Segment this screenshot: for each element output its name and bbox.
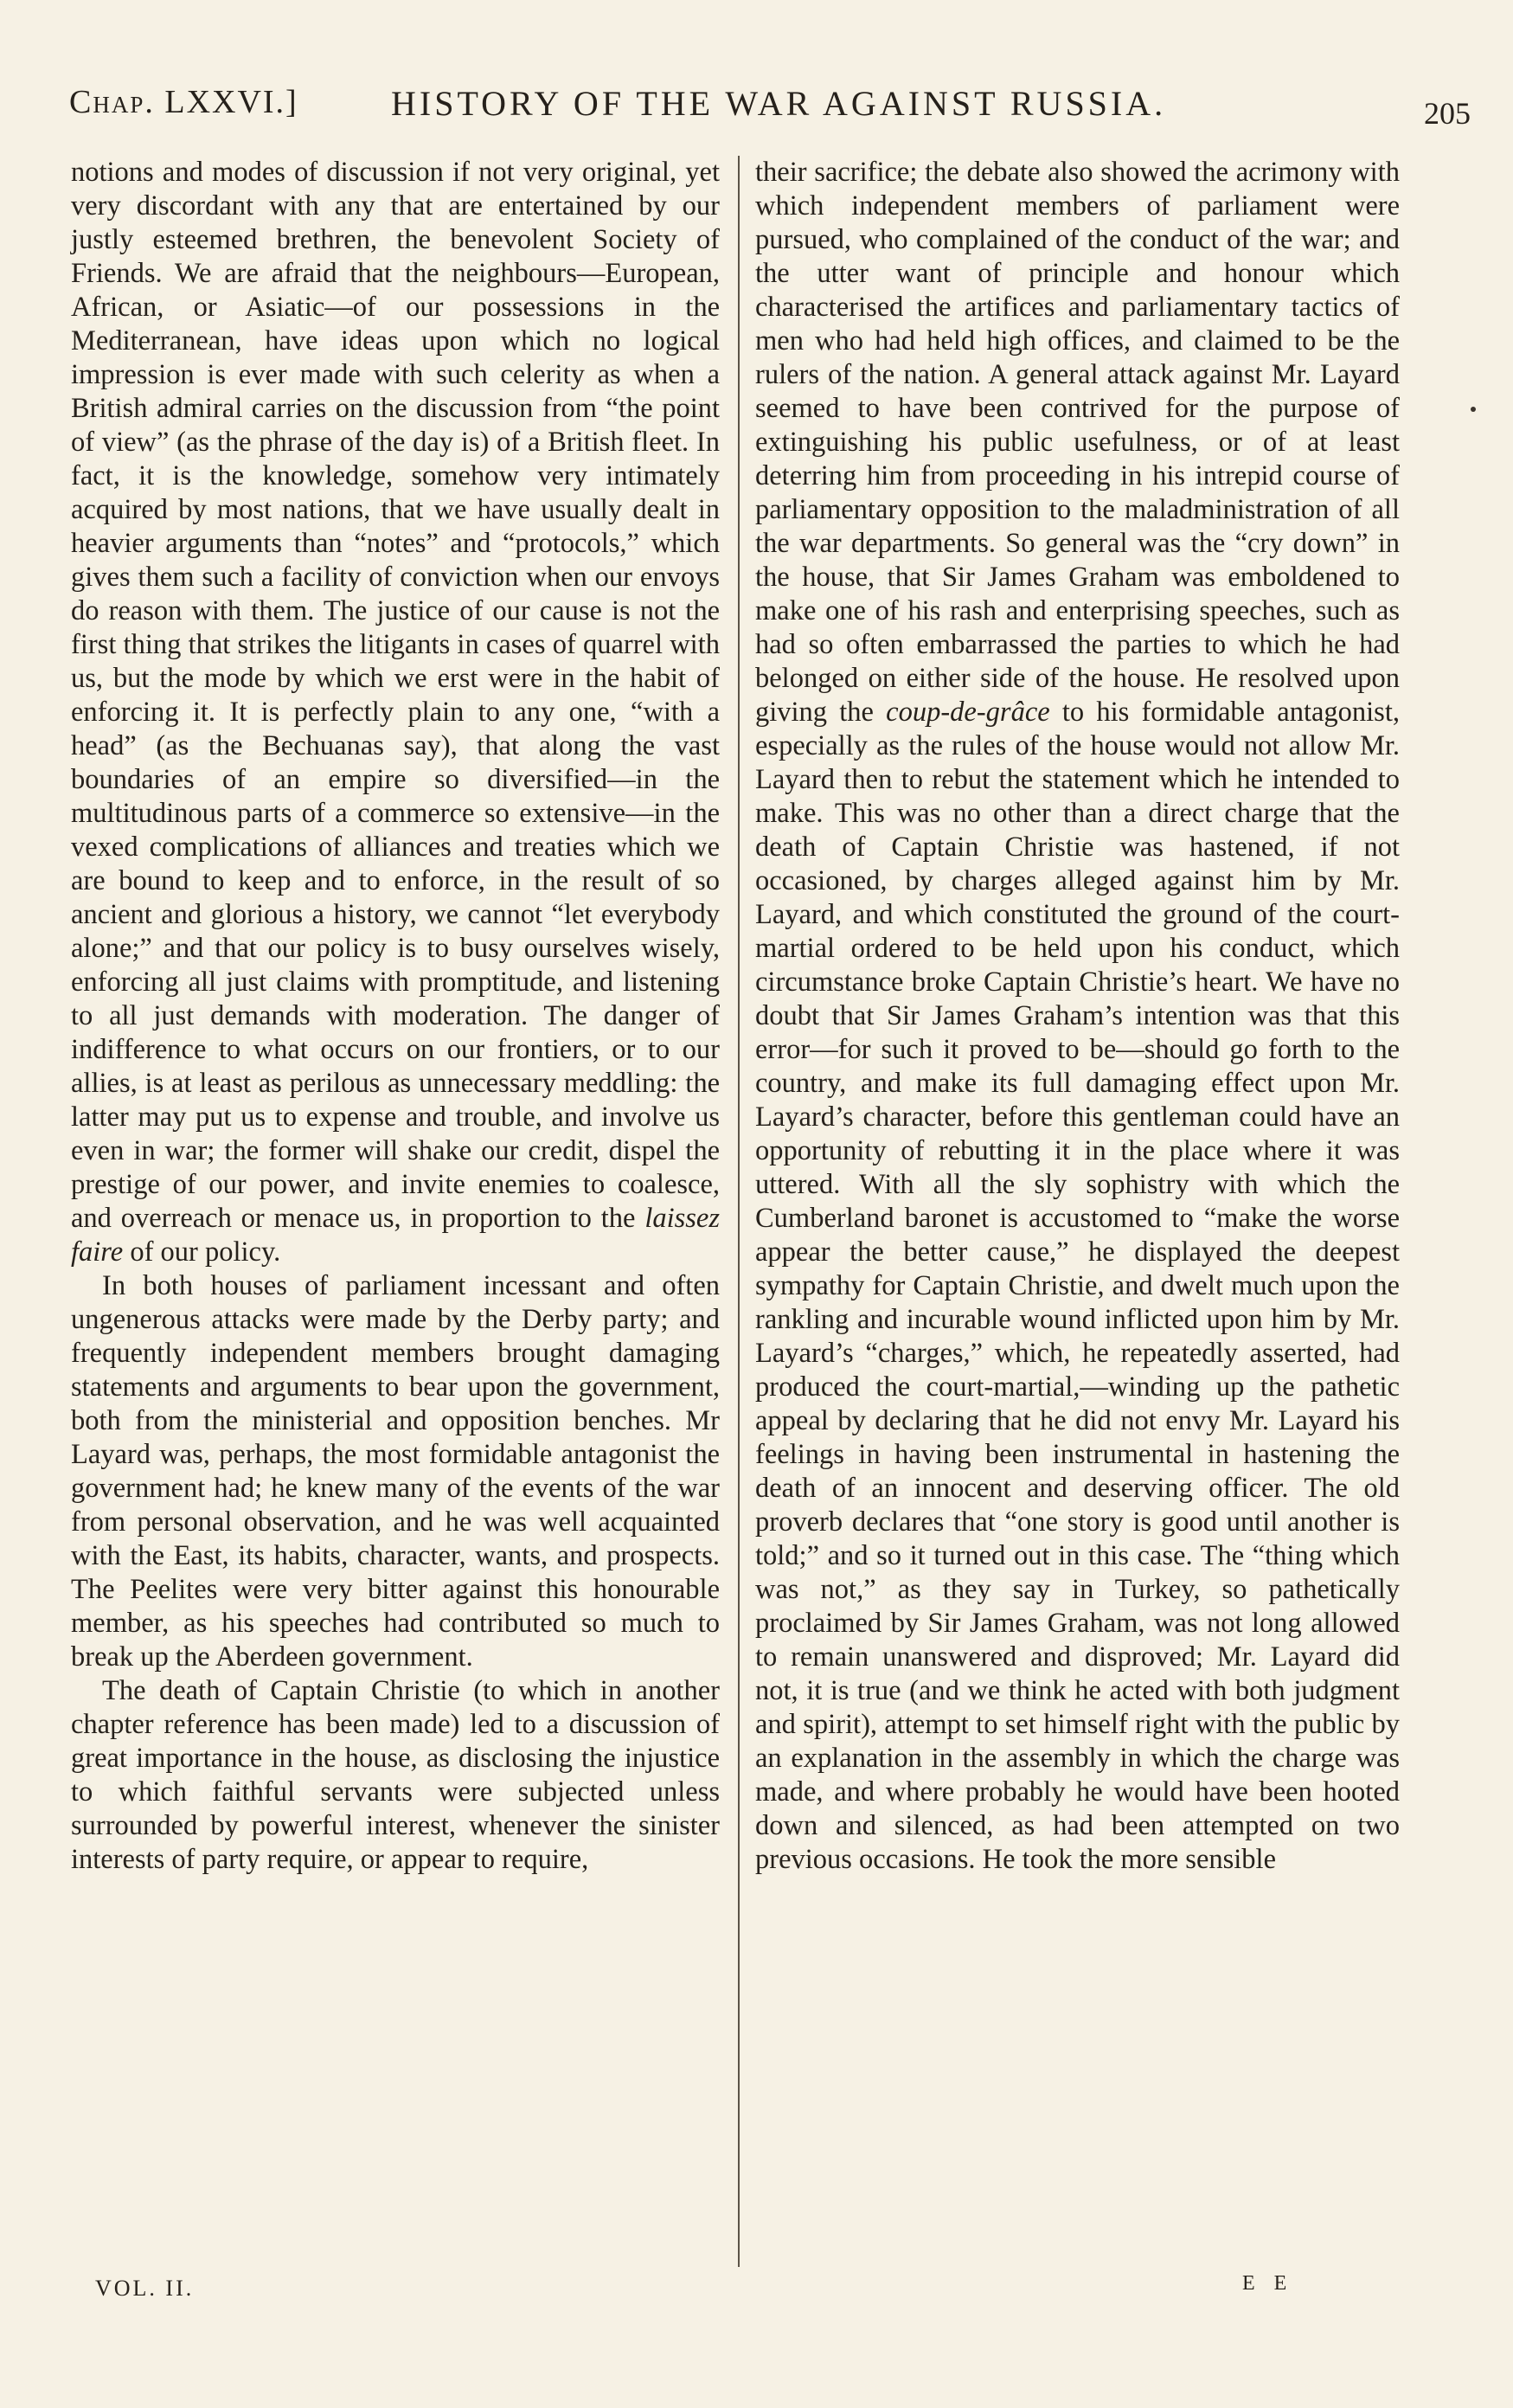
paragraph-tail: of our policy. bbox=[123, 1236, 281, 1268]
signature-mark: E E bbox=[1242, 2272, 1294, 2295]
paragraph-text: to his formidable antagonist, especially as the rules of the house would not allow Mr. Layard then to rebut the statement which he intended to make. This was no other than a direct charge that the death of Captain Christie was hastened, if not occasioned, by charges alleged against him by Mr. Layard, and which constituted the ground of the court-martial ordered to be held upon his conduct, which circumstance broke Captain Christie’s heart. We have no doubt that Sir James Graham’s intention was that this error—for such it proved to be—should go forth to the country, and make its full damaging effect upon Mr. Layard’s character, before this gentleman could have an opportunity of rebutting it in the place where it was uttered. With all the sly sophistry with which the Cumberland baronet is accustomed to “make the worse appear the better cause,” he displayed the deepest sympathy for Captain Christie, and dwelt much upon the rankling and incurable wound inflicted upon him by Mr. Layard’s “charges,” which, he repeatedly asserted, had produced the court-martial,—winding up the pathetic appeal by declaring that he did not envy Mr. Layard his feelings in having been instrumental in hastening the death of an innocent and deserving officer. The old proverb declares that “one story is good until another is told;” and so it turned out in this case. The “thing which was not,” as they say in Turkey, so pathetically proclaimed by Sir James Graham, was not long allowed to remain unanswered and disproved; Mr. Layard did not, it is true (and we think he acted with both judgment and spirit), attempt to set himself right with the public by an explanation in the assembly in which the charge was made, and where probably he would have been hooted down and silenced, as had been attempted on two previous occasions. He took the more sensible bbox=[755, 697, 1400, 1875]
paragraph bbox=[755, 156, 1400, 1877]
ink-speck bbox=[1471, 407, 1476, 412]
left-column bbox=[71, 156, 720, 1877]
right-column bbox=[755, 156, 1400, 1877]
paragraph bbox=[71, 156, 720, 1269]
italic-phrase: coup-de-grâce bbox=[886, 697, 1050, 728]
chapter-label: Chap. LXXVI.] bbox=[69, 84, 298, 120]
page-number: 205 bbox=[1424, 96, 1471, 131]
book-title: HISTORY OF THE WAR AGAINST RUSSIA. bbox=[391, 84, 1167, 123]
running-head bbox=[69, 83, 1471, 135]
paragraph: The death of Captain Christie (to which in another chapter reference has been made) led to a discussion of great importance in the house, as disclosing the injustice to which faithful servants were subjected unless surrounded by powerful interest, whenever the sinister interests of party require, or appear to require, bbox=[71, 1675, 720, 1875]
column-divider bbox=[738, 156, 740, 2267]
paragraph: In both houses of parliament incessant and often ungenerous attacks were made by the Derby party; and frequently independent members brought damaging statements and arguments to bear upon the government, both from the ministerial and opposition benches. Mr Layard was, perhaps, the most formidable antagonist the government had; he knew many of the events of the war from personal observation, and he was well acquainted with the East, its habits, character, wants, and prospects. The Peelites were very bitter against this honourable member, as his speeches had contributed so much to break up the Aberdeen government. bbox=[71, 1270, 720, 1673]
paragraph-text: their sacrifice; the debate also showed the acrimony with which independent members of parliament were pursued, who complained of the conduct of the war; and the utter want of principle and honour which characterised the artifices and parliamentary tactics of men who had held high offices, and claimed to be the rulers of the nation. A general attack against Mr. Layard seemed to have been contrived for the purpose of extinguishing his public usefulness, or of at least deterring him from proceeding in his intrepid course of parliamentary opposition to the maladministration of all the war departments. So general was the “cry down” in the house, that Sir James Graham was emboldened to make one of his rash and enterprising speeches, such as had so often embarrassed the parties to which he had belonged on either side of the house. He resolved upon giving the bbox=[755, 157, 1400, 728]
volume-label: VOL. II. bbox=[95, 2276, 195, 2301]
italic-phrase: laissez faire bbox=[71, 1203, 720, 1268]
paragraph-text: notions and modes of discussion if not very original, yet very discordant with any that are entertained by our justly esteemed brethren, the benevolent Society of Friends. We are afraid that the neighbours—European, African, or Asiatic—of our possessions in the Mediterranean, have ideas upon which no logical impression is ever made with such celerity as when a British admiral carries on the discussion from “the point of view” (as the phrase of the day is) of a British fleet. In fact, it is the knowledge, somehow very intimately acquired by most nations, that we have usually dealt in heavier arguments than “notes” and “protocols,” which gives them such a facility of conviction when our envoys do reason with them. The justice of our cause is not the first thing that strikes the litigants in cases of quarrel with us, but the mode by which we erst were in the habit of enforcing it. It is perfectly plain to any one, “with a head” (as the Bechuanas say), that along the vast boundaries of an empire so diversified—in the multitudinous parts of a commerce so extensive—in the vexed complications of alliances and treaties which we are bound to keep and to enforce, in the result of so ancient and glorious a history, we cannot “let everybody alone;” and that our policy is to busy ourselves wisely, enforcing all just claims with promptitude, and listening to all just demands with moderation. The danger of indifference to what occurs on our frontiers, or to our allies, is at least as perilous as unnecessary meddling: the latter may put us to expense and trouble, and involve us even in war; the former will shake our credit, dispel the prestige of our power, and invite enemies to coalesce, and overreach or menace us, in proportion to the bbox=[71, 157, 720, 1234]
